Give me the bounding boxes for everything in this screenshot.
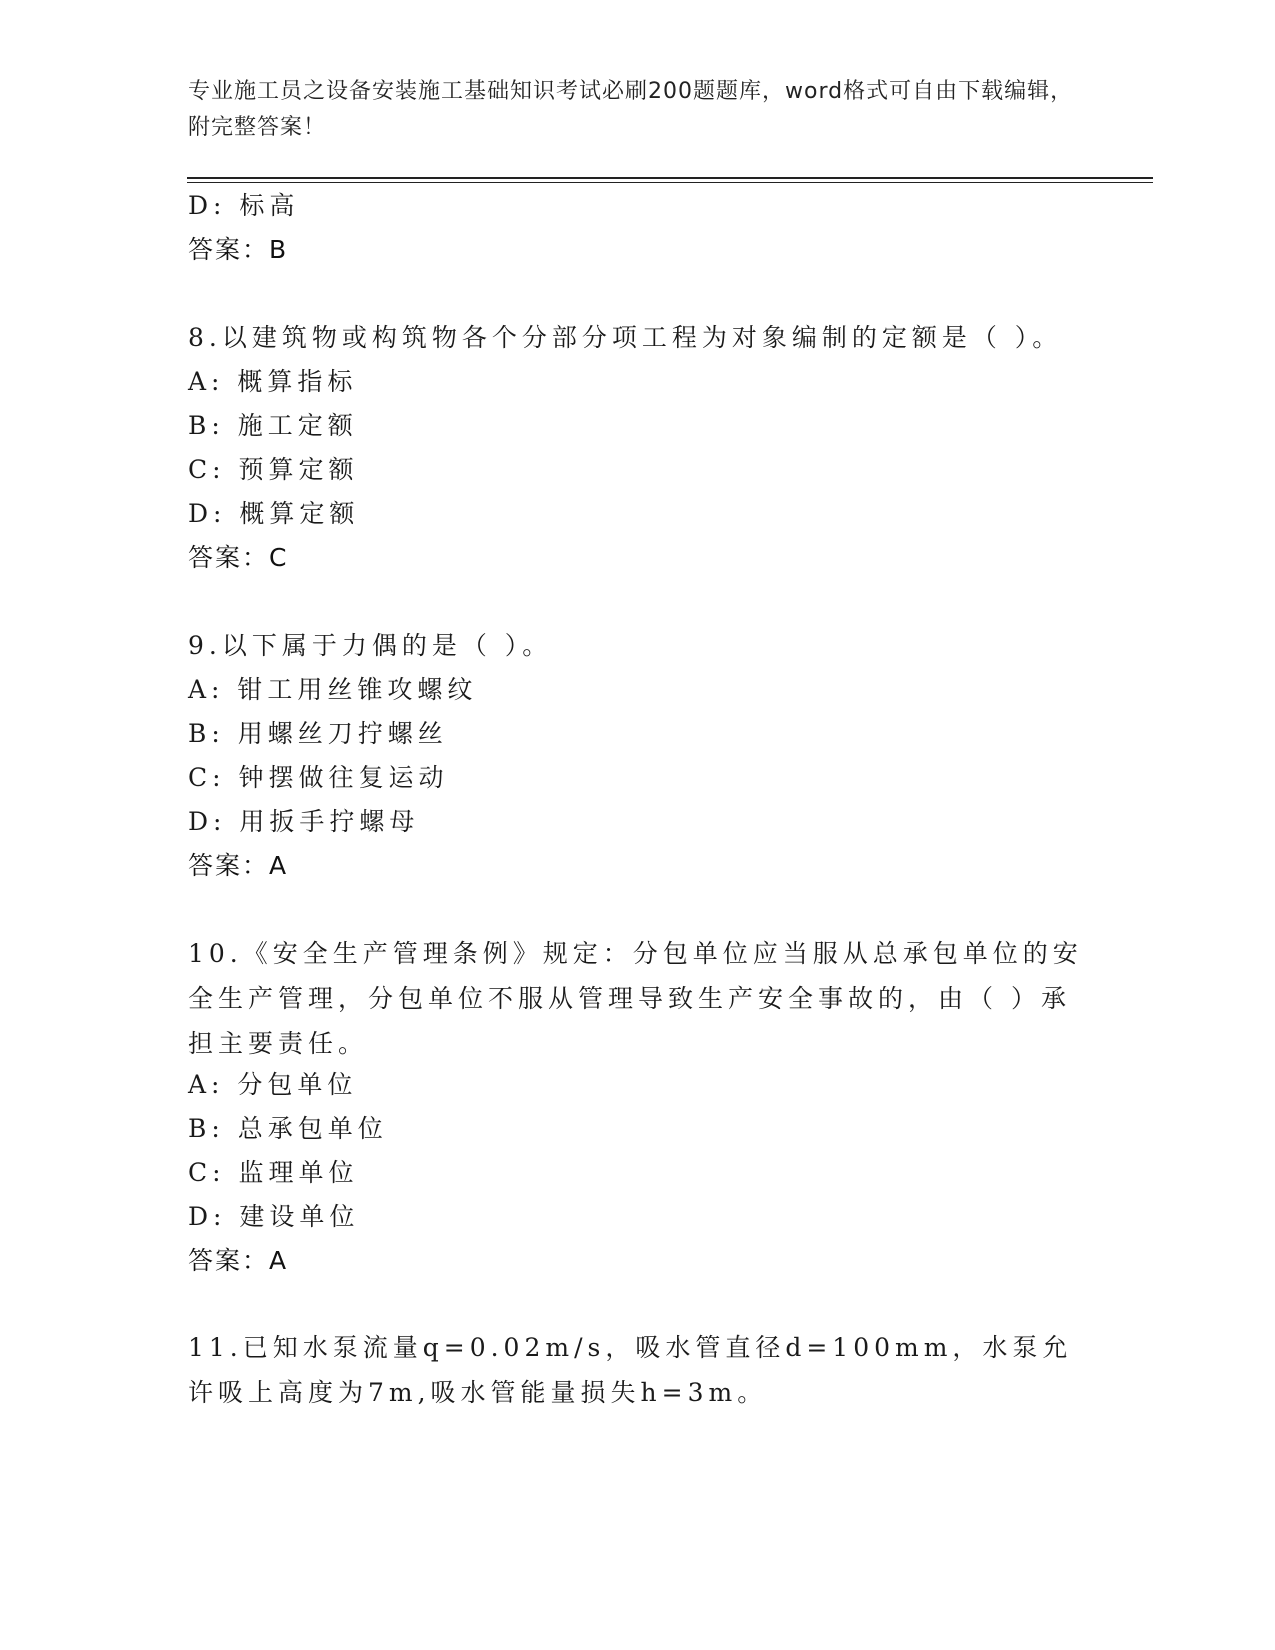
question-9-stem: 9.以下属于力偶的是（ ）。 bbox=[188, 631, 553, 660]
question-9-answer: 答案：A bbox=[188, 851, 289, 880]
question-8-option-b: B: 施工定额 bbox=[188, 411, 358, 440]
question-9-option-c: C: 钟摆做往复运动 bbox=[188, 763, 449, 792]
question-10-answer: 答案：A bbox=[188, 1246, 289, 1275]
question-8-option-a: A: 概算指标 bbox=[188, 367, 358, 396]
question-8-answer: 答案：C bbox=[188, 543, 289, 572]
question-8-option-c: C: 预算定额 bbox=[188, 455, 359, 484]
question-8-stem: 8.以建筑物或构筑物各个分部分项工程为对象编制的定额是（ ）。 bbox=[188, 323, 1063, 352]
question-9-option-a: A: 钳工用丝锥攻螺纹 bbox=[188, 675, 478, 704]
question-11-stem: 11.已知水泵流量q=0.02m/s，吸水管直径d=100mm，水泵允许吸上高度为7m,吸水管能量损失h=3m。 bbox=[188, 1333, 1073, 1407]
question-10-option-d: D: 建设单位 bbox=[188, 1202, 360, 1231]
question-8-option-d: D: 概算定额 bbox=[188, 499, 360, 528]
question-9-option-b: B: 用螺丝刀拧螺丝 bbox=[188, 719, 448, 748]
carryover-option-d: D: 标高 bbox=[188, 191, 300, 220]
question-10-option-a: A: 分包单位 bbox=[188, 1070, 358, 1099]
question-10-stem: 10.《安全生产管理条例》规定：分包单位应当服从总承包单位的安全生产管理，分包单位不服从管理导致生产安全事故的，由（ ）承担主要责任。 bbox=[188, 939, 1083, 1058]
header-divider-thin bbox=[187, 182, 1153, 183]
document-header: 专业施工员之设备安装施工基础知识考试必刷200题题库，word格式可自由下载编辑，附完整答案！ bbox=[188, 79, 1074, 140]
question-9-option-d: D: 用扳手拧螺母 bbox=[188, 807, 420, 836]
question-10-option-b: B: 总承包单位 bbox=[188, 1114, 388, 1143]
question-10-option-c: C: 监理单位 bbox=[188, 1158, 359, 1187]
carryover-answer: 答案：B bbox=[188, 235, 289, 264]
header-divider-thick bbox=[187, 177, 1153, 179]
